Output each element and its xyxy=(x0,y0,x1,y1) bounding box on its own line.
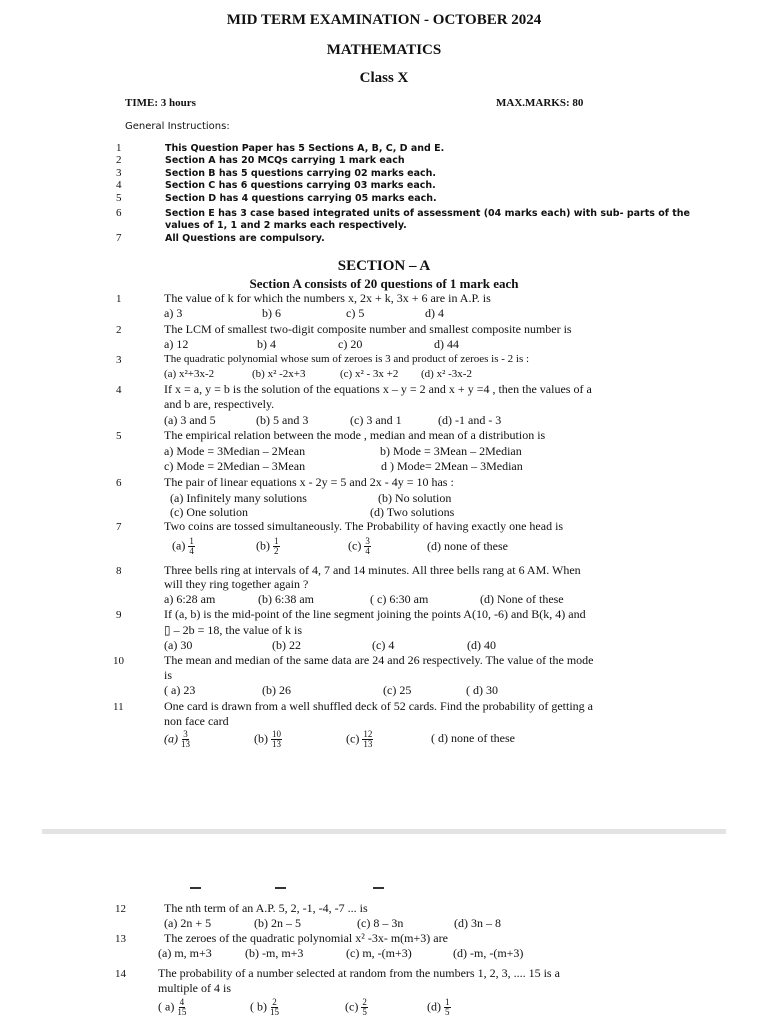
option-b: (b) x² -2x+3 xyxy=(252,368,306,380)
question-text: Two coins are tossed simultaneously. The Probability of having exactly one head is xyxy=(164,519,564,533)
question-text: The mean and median of the same data are 24 and 26 respectively. The value of the mode xyxy=(164,653,594,667)
option-label: (c) xyxy=(345,999,362,1014)
instruction-number: 5 xyxy=(116,192,122,204)
option-b: (b) 26 xyxy=(262,683,291,697)
option-c: (c) 3 and 1 xyxy=(350,413,402,427)
option-d xyxy=(427,998,451,1017)
option-c: c) 5 xyxy=(346,306,365,320)
instruction-number: 4 xyxy=(116,179,122,191)
option-a: (a) Infinitely many solutions xyxy=(170,491,307,505)
option-b: (b) 22 xyxy=(272,638,301,652)
question-number: 11 xyxy=(113,701,124,713)
option-a: a) 3 xyxy=(164,306,183,320)
option-c: (c) 8 – 3n xyxy=(357,916,404,930)
question-text-continued: and b are, respectively. xyxy=(164,397,275,411)
option-d: d) 44 xyxy=(434,337,459,351)
fraction xyxy=(444,998,451,1017)
overline-mark xyxy=(190,887,201,889)
option-c xyxy=(346,730,373,749)
question-number: 4 xyxy=(116,384,122,396)
option-a: (a) 2n + 5 xyxy=(164,916,212,930)
option-b: b) 6 xyxy=(262,306,281,320)
question-number: 7 xyxy=(116,521,122,533)
question-text-continued: ▯ – 2b = 18, the value of k is xyxy=(164,623,303,637)
question-text: If (a, b) is the mid-point of the line segment joining the points A(10, -6) and B(k, 4) and xyxy=(164,607,586,621)
option-a: (a) x²+3x-2 xyxy=(164,368,215,380)
question-text: The zeroes of the quadratic polynomial x² -3x- m(m+3) are xyxy=(164,931,448,945)
option-label: (c) xyxy=(346,731,360,746)
question-text: The quadratic polynomial whose sum of zeroes is 3 and product of zeroes is - 2 is : xyxy=(164,353,530,365)
fraction-denominator: 5 xyxy=(362,1007,367,1017)
option-c: (c) One solution xyxy=(170,505,248,519)
class-title: Class X xyxy=(359,70,409,86)
fraction xyxy=(361,998,368,1017)
option-a: (a) m, m+3 xyxy=(158,946,212,960)
fraction-denominator: 15 xyxy=(270,1007,279,1017)
max-marks-label: MAX.MARKS: 80 xyxy=(496,97,584,109)
option-a: (a) 3 and 5 xyxy=(164,413,216,427)
question-text-continued: multiple of 4 is xyxy=(158,981,231,995)
option-b: (b) 5 and 3 xyxy=(256,413,309,427)
question-text-continued: is xyxy=(164,668,173,682)
question-number: 6 xyxy=(116,477,122,489)
fraction: $\frac{10}{13}$ xyxy=(272,729,281,749)
subject-title: MATHEMATICS xyxy=(326,42,442,58)
instruction-item: Section D has 4 questions carrying 05 marks each. xyxy=(165,193,437,204)
question-number: 9 xyxy=(116,609,122,621)
option-d: d) 4 xyxy=(425,306,444,320)
fraction: $\frac{3}{13}$ xyxy=(181,729,190,749)
question-number: 8 xyxy=(116,565,122,577)
instructions-heading: General Instructions: xyxy=(125,121,230,132)
option-d: ( d) 30 xyxy=(466,683,498,697)
instruction-number: 2 xyxy=(116,154,122,166)
instruction-item: Section A has 20 MCQs carrying 1 mark each xyxy=(165,155,405,166)
instruction-number: 3 xyxy=(116,167,122,179)
option-d: (d) None of these xyxy=(480,592,564,606)
option-d: (d) Two solutions xyxy=(370,505,455,519)
question-text: Three bells ring at intervals of 4, 7 and 14 minutes. All three bells rang at 6 AM. When xyxy=(164,563,581,577)
section-subtitle: Section A consists of 20 questions of 1 mark each xyxy=(249,276,519,291)
instruction-item: Section C has 6 questions carrying 03 marks each. xyxy=(165,180,436,191)
option-b xyxy=(256,537,280,556)
question-text: The LCM of smallest two-digit composite number and smallest composite number is xyxy=(164,322,572,336)
time-label: TIME: 3 hours xyxy=(125,97,196,109)
question-number: 12 xyxy=(115,903,126,915)
option-a: (a) 30 xyxy=(164,638,193,652)
option-a xyxy=(158,998,186,1017)
question-text-continued: non face card xyxy=(164,714,229,728)
option-c: c) Mode = 2Median – 3Mean xyxy=(164,459,306,473)
option-c: ( c) 6:30 am xyxy=(370,592,429,606)
option-c: (c) x² - 3x +2 xyxy=(340,368,399,380)
question-text: The pair of linear equations x - 2y = 5 and 2x - 4y = 10 has : xyxy=(164,475,454,489)
instruction-item: This Question Paper has 5 Sections A, B, C, D and E. xyxy=(165,143,445,154)
option-a xyxy=(164,730,190,749)
fraction-numerator: 4 xyxy=(179,997,185,1007)
option-b xyxy=(250,998,279,1017)
option-d: (d) 3n – 8 xyxy=(454,916,501,930)
option-a: a) Mode = 3Median – 2Mean xyxy=(164,444,306,458)
question-text-continued: will they ring together again ? xyxy=(164,577,309,591)
fraction-denominator: 5 xyxy=(445,1007,450,1017)
option-label: (b) xyxy=(256,538,270,553)
instruction-item-continued: values of 1, 1 and 2 marks each respectively. xyxy=(165,220,407,231)
question-text: The value of k for which the numbers x, 2x + k, 3x + 6 are in A.P. is xyxy=(164,291,491,305)
option-b: (b) No solution xyxy=(378,491,452,505)
question-number: 3 xyxy=(116,354,122,366)
question-text: The empirical relation between the mode , median and mean of a distribution is xyxy=(164,428,546,442)
option-b: b) Mode = 3Mean – 2Median xyxy=(380,444,522,458)
question-text: One card is drawn from a well shuffled deck of 52 cards. Find the probability of getting a xyxy=(164,699,593,713)
option-d: (d) x² -3x-2 xyxy=(421,368,472,380)
option-label: (b) xyxy=(254,731,268,746)
fraction: $\frac{12}{13}$ xyxy=(363,729,373,749)
option-d: (d) -1 and - 3 xyxy=(438,413,502,427)
section-title: SECTION – A xyxy=(337,258,431,274)
instruction-number: 6 xyxy=(116,207,122,219)
option-b: (b) 6:38 am xyxy=(258,592,314,606)
option-b: (b) 2n – 5 xyxy=(254,916,301,930)
fraction: $\frac{1}{2}$ xyxy=(274,536,279,556)
option-label: (a) xyxy=(164,731,178,746)
exam-title: MID TERM EXAMINATION - OCTOBER 2024 xyxy=(226,12,542,28)
option-a: ( a) 23 xyxy=(164,683,196,697)
question-text: The nth term of an A.P. 5, 2, -1, -4, -7 ... is xyxy=(164,901,368,915)
option-c: (c) 4 xyxy=(372,638,395,652)
option-c: (c) m, -(m+3) xyxy=(346,946,412,960)
instruction-item: All Questions are compulsory. xyxy=(165,233,325,244)
option-d: (d) none of these xyxy=(427,539,508,553)
instruction-item: Section E has 3 case based integrated units of assessment (04 marks each) with sub- parts of the xyxy=(165,208,690,219)
option-a: a) 12 xyxy=(164,337,189,351)
question-text: If x = a, y = b is the solution of the equations x – y = 2 and x + y =4 , then the values of a xyxy=(164,382,592,396)
option-d: ( d) none of these xyxy=(431,731,515,745)
option-d: (d) -m, -(m+3) xyxy=(453,946,524,960)
fraction-numerator: 2 xyxy=(272,997,277,1007)
option-label: (d) xyxy=(427,999,444,1014)
option-c xyxy=(348,537,371,556)
fraction xyxy=(177,998,186,1017)
question-number: 1 xyxy=(116,293,122,305)
option-a: a) 6:28 am xyxy=(164,592,216,606)
option-a xyxy=(172,537,195,556)
instruction-number: 7 xyxy=(116,232,122,244)
option-c: (c) 25 xyxy=(383,683,412,697)
question-text: The probability of a number selected at random from the numbers 1, 2, 3, .... 15 is a xyxy=(158,966,560,980)
option-label: (a) xyxy=(172,538,186,553)
option-b: b) 4 xyxy=(257,337,276,351)
option-b: (b) -m, m+3 xyxy=(245,946,304,960)
option-label: ( b) xyxy=(250,999,270,1014)
fraction-numerator: 1 xyxy=(445,997,450,1007)
option-label: ( a) xyxy=(158,999,178,1014)
fraction-numerator: 2 xyxy=(362,997,367,1007)
fraction xyxy=(270,998,279,1017)
instruction-number: 1 xyxy=(116,142,122,154)
question-number: 2 xyxy=(116,324,122,336)
page-divider xyxy=(42,829,726,834)
overline-mark xyxy=(373,887,384,889)
option-label: (c) xyxy=(348,538,362,553)
overline-mark xyxy=(275,887,286,889)
option-c xyxy=(345,998,368,1017)
question-number: 10 xyxy=(113,655,124,667)
question-number: 5 xyxy=(116,430,122,442)
question-number: 13 xyxy=(115,933,126,945)
question-number: 14 xyxy=(115,968,126,980)
fraction: $\frac{1}{4}$ xyxy=(189,536,194,556)
option-c: c) 20 xyxy=(338,337,363,351)
instruction-item: Section B has 5 questions carrying 02 marks each. xyxy=(165,168,437,179)
fraction: $\frac{3}{4}$ xyxy=(365,536,370,556)
option-d: d ) Mode= 2Mean – 3Median xyxy=(381,459,523,473)
option-d: (d) 40 xyxy=(467,638,496,652)
option-b xyxy=(254,730,282,749)
fraction-denominator: 15 xyxy=(177,1007,187,1017)
